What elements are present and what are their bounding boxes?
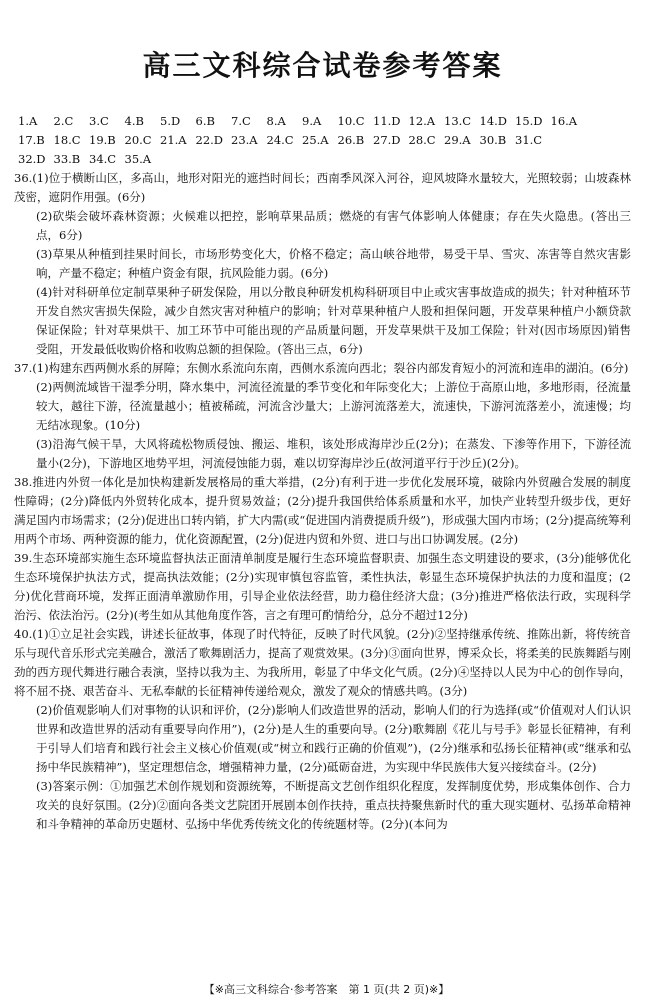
q40-part-3: (3)答案示例：①加强艺术创作规划和资源统筹，不断提高文艺创作组织化程度，发挥制度优势，形成集体创作、合力攻关的良好氛围。(2分)②面向各类文艺院团开展剧本创作扶持，重点扶持聚焦新时代的重大现实题材、弘扬革命精神和斗争精神的革命历史题材、弘扬中华优秀传统文化的传统题材等。(2分)(本问为 [36,779,631,831]
page-title: 高三文科综合试卷参考答案 [142,49,503,82]
q37-part-2: (2)两侧流域皆干湿季分明，降水集中，河流径流量的季节变化和年际变化大；上游位于高原山地，多地形雨，径流量较大，越往下游，径流量越小；植被稀疏，河流含沙量大；上游河流落差大，流速快，下游河流落差小，流速慢；均无结冰现象。(10分) [36,380,631,432]
q36-part-2: (2)砍柴会破坏森林资源；火候难以把控，影响草果品质；燃烧的有害气体影响人体健康；存在失火隐患。(答出三点，6分) [36,209,631,242]
answer-item: 30.B [479,133,507,147]
answer-item: 6.B [195,114,215,128]
answer-item: 13.C [444,114,472,128]
answer-item: 2.C [53,114,74,128]
answer-item: 18.C [53,133,81,147]
answer-item: 24.C [266,133,294,147]
q36-part-4: (4)针对科研单位定制草果种子研发保险，用以分散良种研发机构科研项目中止或灾害事故造成的损失；针对种植环节开发自然灾害损失保险，减少自然灾害对种植户的影响；针对草果种植户人股和担保问题，开发草果种植户小额贷款保证保险；针对草果烘干、加工环节中可能出现的产品质量问题，开发草果烘干及加工保险；针对(因市场原因)销售受阻，开发最低收购价格和收购总额的担保险。(答出三点，6分) [36,285,631,356]
answer-item: 1.A [18,114,38,128]
page-footer: 【※高三文科综合·参考答案 第 1 页(共 2 页)※】 [203,983,450,996]
question-40 [14,625,631,834]
answer-row-1 [18,112,631,131]
answer-item: 31.C [515,133,543,147]
q37-part-1: 37.(1)构建东西两侧水系的屏障；东侧水系流向东南，西侧水系流向西北；裂谷内部发育短小的河流和连串的湖泊。(6分) [14,361,629,375]
answer-item: 21.A [160,133,187,147]
answer-item: 28.C [408,133,436,147]
answer-item: 4.B [124,114,144,128]
answer-item: 32.D [18,152,46,166]
answer-item: 23.A [231,133,258,147]
q39-text: 39.生态环境部实施生态环境监督执法正面清单制度是履行生态环境监督职责、加强生态文明建设的要求，(3分)能够优化生态环境保护执法方式，提高执法效能；(2分)实现审慎包容监管，柔性执法，彰显生态环境保护执法的力度和温度；(2分)优化营商环境，发挥正面清单激励作用，引导企业依法经营，助力稳住经济大盘；(3分)推进严格依法行政，实现科学治污、依法治污。(2分)(考生如从其他角度作答，言之有理可酌情给分，总分不超过12分) [14,551,631,622]
answer-item: 15.D [515,114,543,128]
answer-item: 27.D [373,133,401,147]
q37-part-3: (3)沿海气候干旱，大风将疏松物质侵蚀、搬运、堆积，该处形成海岸沙丘(2分)；在蒸发、下渗等作用下，下游径流量小(2分)，下游地区地势平坦，河流侵蚀能力弱，难以切穿海岸沙丘(故河道平行于沙丘)(2分)。 [36,437,631,470]
q40-part-1: 40.(1)①立足社会实践，讲述长征故事，体现了时代特征，反映了时代风貌。(2分)②坚持继承传统、推陈出新，将传统音乐与现代音乐形式完美融合，激活了歌舞剧活力，提高了观赏效果。(3分)③面向世界，博采众长，将柔美的民族舞蹈与刚劲的西方现代舞进行融合表演，坚持以我为主、为我所用，彰显了中华文化气质。(2分)④坚持以人民为中心的创作导向，将不屈不挠、艰苦奋斗、无私奉献的长征精神传递给观众，激发了观众的情感共鸣。(3分) [14,627,631,698]
question-39 [14,549,631,625]
q38-text: 38.推进内外贸一体化是加快构建新发展格局的重大举措，(2分)有利于进一步优化发展环境，破除内外贸融合发展的制度性障碍；(2分)降低内外贸转化成本，提升贸易效益；(2分)提升我国供给体系质量和水平，加快产业转型升级步伐，更好满足国内市场需求；(2分)促进出口转内销，扩大内需(或“促进国内消费提质升级”)，形成强大国内市场；(2分)提高统筹利用两个市场、两种资源的能力，优化资源配置，(2分)促进内贸和外贸、进口与出口协调发展。(2分) [14,475,631,546]
answer-item: 11.D [373,114,401,128]
answer-item: 19.B [89,133,116,147]
answer-item: 12.A [408,114,436,128]
answer-item: 8.A [266,114,286,128]
answer-item: 3.C [89,114,109,128]
answer-item: 25.A [302,133,329,147]
answer-item: 7.C [231,114,251,128]
answer-item: 34.C [89,152,117,166]
answer-row-3 [18,150,631,169]
answer-item: 9.A [302,114,322,128]
answer-item: 22.D [195,133,224,147]
question-37 [14,359,631,473]
q36-part-1: 36.(1)位于横断山区，多高山，地形对阳光的遮挡时间长；西南季风深入河谷，迎风坡降水量较大，光照较弱；山坡森林茂密，遮阴作用强。(6分) [14,171,631,204]
answer-item: 29.A [444,133,471,147]
answer-item: 10.C [337,114,365,128]
answer-item: 14.D [479,114,508,128]
answer-item: 17.B [18,133,45,147]
answer-item: 5.D [160,114,181,128]
answer-item: 16.A [550,114,578,128]
answer-row-2 [18,131,631,150]
answer-item: 35.A [124,152,152,166]
answer-item: 20.C [124,133,152,147]
question-38 [14,473,631,549]
question-36 [14,169,631,359]
q36-part-3: (3)草果从种植到挂果时间长，市场形势变化大，价格不稳定；高山峡谷地带，易受干旱、雪灾、冻害等自然灾害影响，产量不稳定；种植户资金有限，抗风险能力弱。(6分) [36,247,631,280]
multiple-choice-answers [18,112,631,169]
q40-part-2: (2)价值观影响人们对事物的认识和评价，(2分)影响人们改造世界的活动，影响人们的行为选择(或“价值观对人们认识世界和改造世界的活动有重要导向作用”)，(2分)是人生的重要向导。(2分)歌舞剧《花儿与号手》彰显长征精神，有利于引导人们培育和践行社会主义核心价值观(或“树立和践行正确的价值观”)，(2分)继承和弘扬长征精神(或“继承和弘扬中华民族精神”)，坚定理想信念，增强精神力量，(2分)砥砺奋进，为实现中华民族伟大复兴接续奋斗。(2分) [36,703,631,774]
answer-item: 26.B [337,133,365,147]
answer-item: 33.B [53,152,81,166]
